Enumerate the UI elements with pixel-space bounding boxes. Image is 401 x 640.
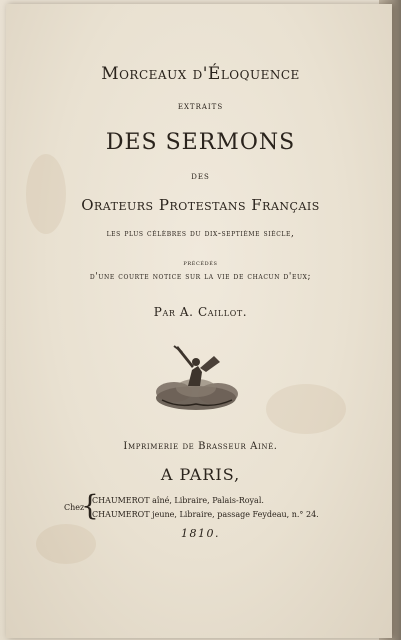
title-page-sheet [6, 4, 392, 638]
title-line-8: d'une courte notice sur la vie de chacun d'eux; [89, 272, 312, 282]
year-line: 1810. [181, 527, 220, 540]
publisher-line-1: CHAUMEROT aîné, Libraire, Palais-Royal. [92, 496, 264, 505]
title-main: DES SERMONS [105, 130, 296, 155]
printer-line: Imprimerie de Brasseur Ainé. [123, 441, 278, 452]
angel-vignette-icon [148, 342, 244, 418]
title-line-7: précédés [183, 259, 218, 267]
paper-stain [266, 384, 346, 434]
publisher-block [64, 489, 354, 524]
publisher-line-2: CHAUMEROT jeune, Libraire, passage Feydeau, n.° 24. [92, 510, 319, 519]
author-line: Par A. Caillot. [153, 305, 248, 319]
title-line-6: les plus célèbres du dix-septième siècle, [106, 229, 295, 239]
title-line-1: Morceaux d'Éloquence [101, 64, 300, 84]
title-line-5: Orateurs Protestans Français [81, 196, 320, 214]
paper-stain [26, 154, 66, 234]
chez-label: Chez [64, 503, 85, 512]
title-line-4: des [191, 171, 210, 182]
title-line-2: extraits [177, 101, 224, 112]
city-line: A PARIS, [160, 465, 241, 484]
brace-glyph: { [81, 489, 99, 522]
